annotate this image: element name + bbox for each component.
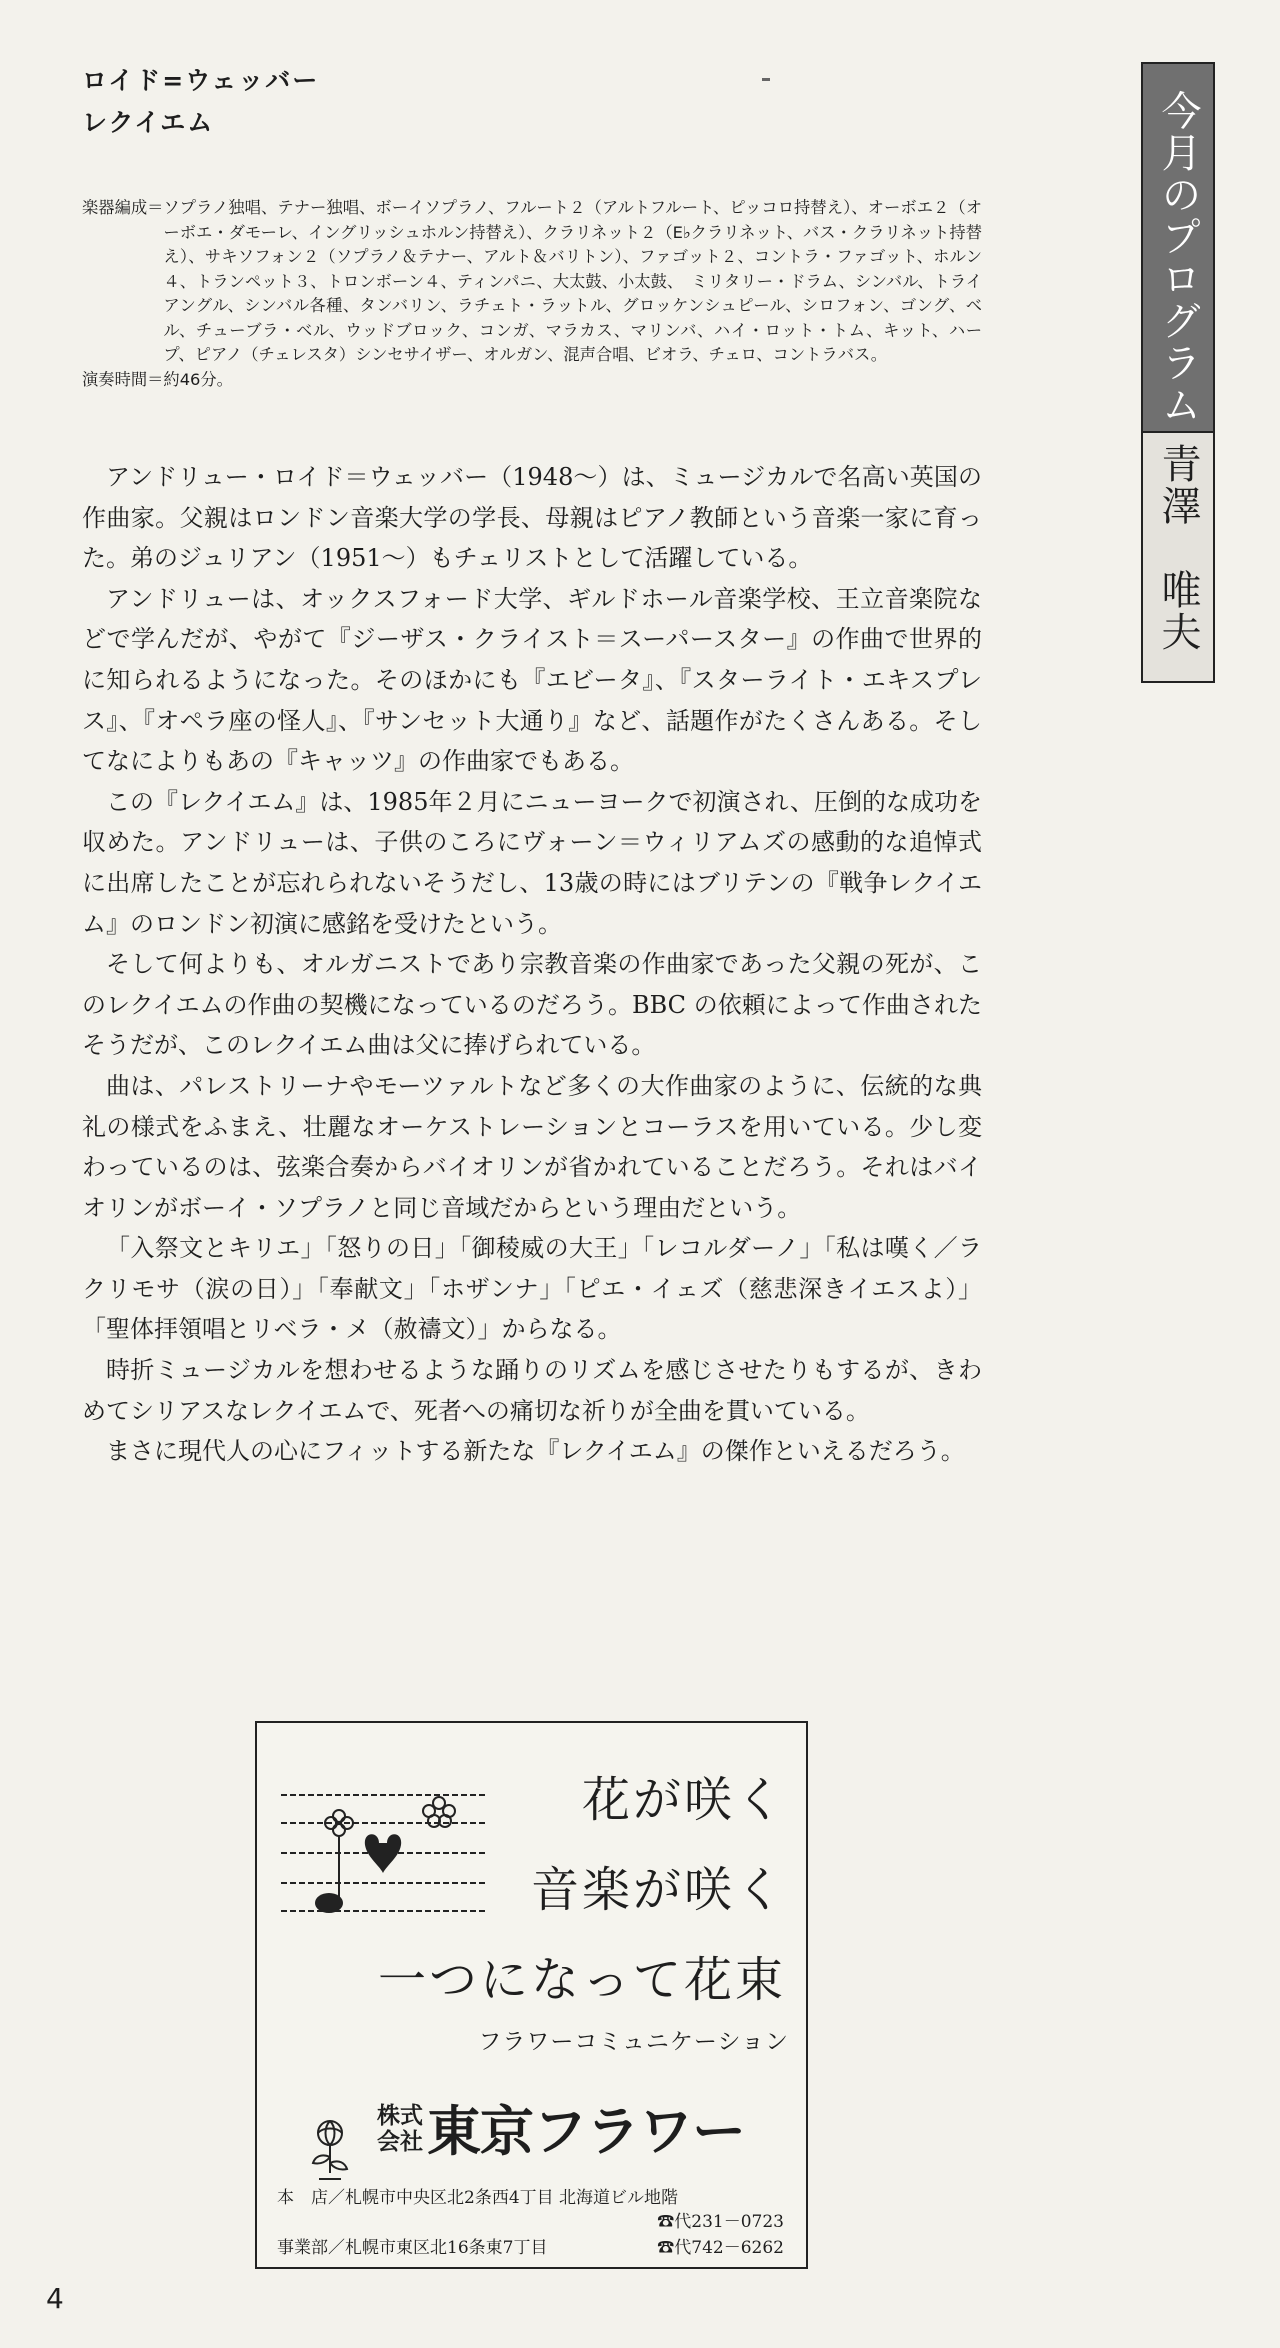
program-notes (82, 457, 982, 1472)
section-tab (1141, 62, 1215, 431)
paragraph: 時折ミュージカルを想わせるような踊りのリズムを感じさせたりもするが、きわめてシリアスなレクイエムで、死者への痛切な祈りが全曲を貫いている。 (82, 1356, 982, 1425)
music-flower-drawing (279, 1781, 489, 1926)
page-number: 4 (46, 2282, 64, 2315)
company-type: 株式会社 (377, 2103, 423, 2155)
head-office-address: 本 店／札幌市中央区北2条西4丁目 北海道ビル地階 (277, 2188, 679, 2208)
author-name: 青澤 唯夫 (1155, 443, 1201, 653)
ad-copy-line: 音楽が咲く (530, 1862, 786, 1918)
composer-name: ロイド=ウェッバー (82, 66, 320, 95)
performance-duration: 演奏時間＝約46分。 (82, 369, 233, 389)
instrumentation-block (82, 196, 982, 392)
business-office-phone: ☎代742－6262 (657, 2238, 784, 2258)
instrumentation-label: 楽器編成＝ (82, 198, 164, 217)
paragraph: 曲は、パレストリーナやモーツァルトなど多くの大作曲家のように、伝統的な典礼の様式をふまえ、壮麗なオーケストレーションとコーラスを用いている。少し変わっているのは、弦楽合奏からバイオリンが省かれていることだろう。それはバイオリンがボーイ・ソプラノと同じ音域だからという理由だという。 (82, 1071, 982, 1222)
ad-copy-line: 花が咲く (581, 1772, 786, 1828)
work-name: レクイエム (82, 108, 215, 137)
head-office-phone: ☎代231－0723 (657, 2212, 784, 2232)
paragraph: そして何よりも、オルガニストであり宗教音楽の作曲家であった父親の死が、このレクイエムの作曲の契機になっているのだろう。BBC の依頼によって作曲されたそうだが、このレクイエム曲は父に捧げられている。 (82, 950, 982, 1060)
work-title (82, 60, 319, 144)
paragraph: まさに現代人の心にフィットする新たな『レクイエム』の傑作といえるだろう。 (106, 1437, 965, 1466)
rose-logo-icon (297, 2095, 363, 2187)
print-mark (762, 78, 770, 81)
author-tab (1141, 431, 1215, 683)
company-name: 東京フラワー (427, 2100, 745, 2163)
paragraph: アンドリュー・ロイド＝ウェッバー（1948〜）は、ミュージカルで名高い英国の作曲家。父親はロンドン音楽大学の学長、母親はピアノ教師という音楽一家に育った。弟のジュリアン（1951〜）もチェリストとして活躍している。 (82, 463, 982, 573)
ad-tagline: フラワーコミュニケーション (478, 2029, 789, 2055)
paragraph: 「入祭文とキリエ」「怒りの日」「御稜威の大王」「レコルダーノ」「私は嘆く／ラクリモサ（涙の日）」「奉献文」「ホザンナ」「ピエ・イェズ（慈悲深きイエスよ）」「聖体拝領唱とリベラ・メ（赦禱文）」からなる。 (82, 1234, 982, 1344)
instrumentation-text: ソプラノ独唱、テナー独唱、ボーイソプラノ、フルート２（アルトフルート、ピッコロ持替え）、オーボエ２（オーボエ・ダモーレ、イングリッシュホルン持替え）、クラリネット２（E♭クラリネット、バス・クラリネット持替え）、サキソフォン２（ソプラノ＆テナー、アルト＆バリトン）、ファゴット２、コントラ・ファゴット、ホルン４、トランペット３、トロンボーン４、ティンパニ、大太鼓、小太鼓、 ミリタリー・ドラム、シンバル、トライアングル、シンバル各種、タンバリン、ラチェト・ラットル、グロッケンシュピール、シロフォン、ゴング、ベル、チューブラ・ベル、ウッドブロック、コンガ、マラカス、マリンバ、ハイ・ロット・トム、キット、ハープ、ピアノ（チェレスタ）シンセサイザー、オルガン、混声合唱、ビオラ、チェロ、コントラバス。 (163, 198, 982, 364)
ad-copy-line: 一つになって花束 (377, 1952, 786, 2008)
paragraph: アンドリューは、オックスフォード大学、ギルドホール音楽学校、王立音楽院などで学んだが、やがて『ジーザス・クライスト＝スーパースター』の作曲で世界的に知られるようになった。そのほかにも『エビータ』、『スターライト・エキスプレス』、『オペラ座の怪人』、『サンセット大通り』など、話題作がたくさんある。そしてなによりもあの『キャッツ』の作曲家でもある。 (82, 584, 982, 776)
section-tab-label: 今月のプログラム (1155, 90, 1201, 426)
flower-shop-advertisement (255, 1721, 808, 2269)
paragraph: この『レクイエム』は、1985年２月にニューヨークで初演され、圧倒的な成功を収めた。アンドリューは、子供のころにヴォーン＝ウィリアムズの感動的な追悼式に出席したことが忘れられないそうだし、13歳の時にはブリテンの『戦争レクイエム』のロンドン初演に感銘を受けたという。 (82, 787, 982, 938)
business-office-address: 事業部／札幌市東区北16条東7丁目 (277, 2238, 548, 2258)
